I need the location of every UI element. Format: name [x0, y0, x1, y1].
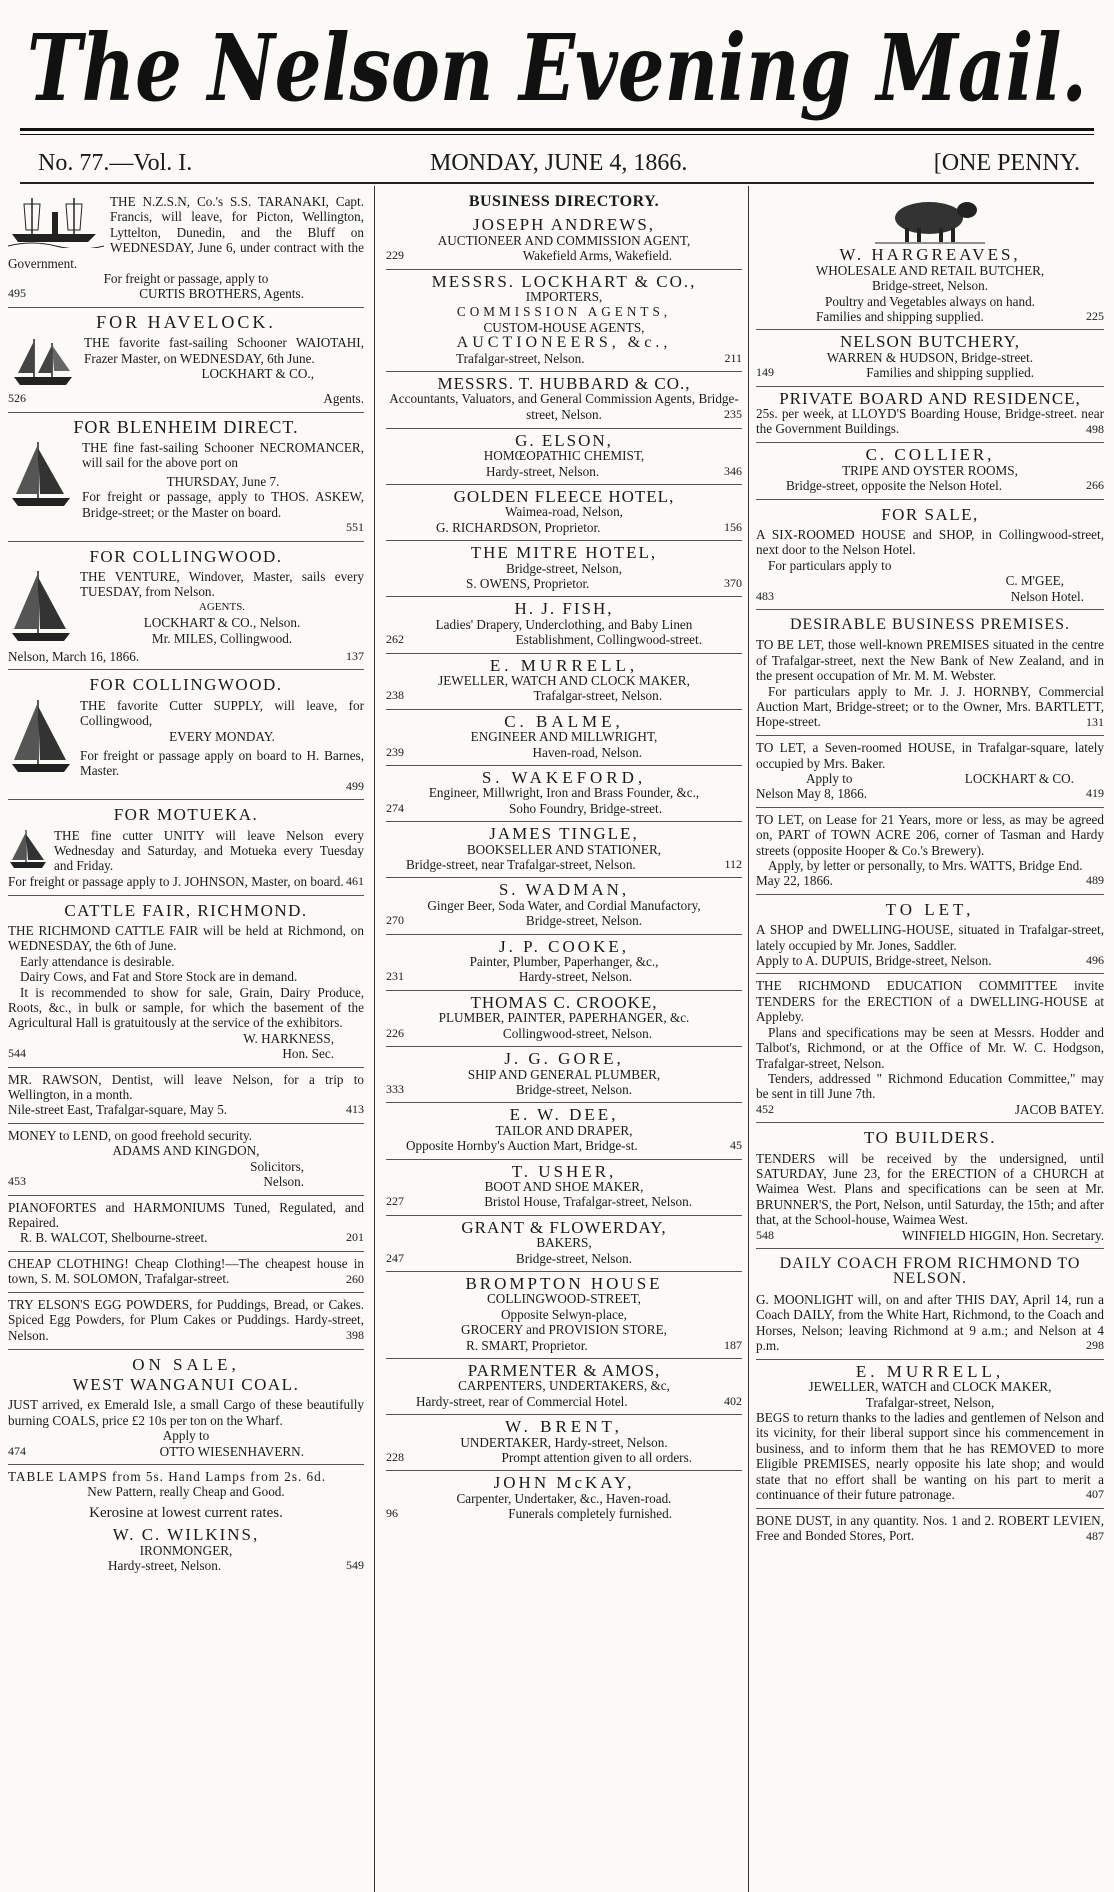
motueka-title: FOR MOTUEKA.	[113, 805, 259, 825]
ad-number: 370	[724, 575, 742, 590]
ad-number: 238	[386, 688, 404, 703]
ad-number: 298	[1086, 1338, 1104, 1353]
dir-dee	[386, 1103, 742, 1159]
dir-name: G. ELSON,	[515, 430, 613, 450]
cattle-p2: Early attendance is desirable.	[20, 953, 175, 969]
column-notices	[756, 190, 1104, 1890]
dir-name: E. W. DEE,	[509, 1105, 619, 1125]
dir-wakeford	[386, 766, 742, 822]
tolet1-sig: LOCKHART & CO.	[964, 771, 1074, 786]
ad-daily-coach	[756, 1249, 1104, 1360]
ad-collier	[756, 443, 1104, 499]
dir-line: Waimea-road, Nelson,	[505, 504, 623, 520]
ad-number: 96	[386, 1506, 398, 1521]
dir-line: Hardy-street, Nelson.	[518, 969, 632, 985]
hargreaves-line: Poultry and Vegetables always on hand.	[825, 293, 1035, 309]
schooner-icon	[8, 440, 76, 512]
dir-name: W. BRENT,	[505, 1417, 623, 1437]
dir-usher	[386, 1160, 742, 1216]
dir-name: JAMES TINGLE,	[489, 824, 639, 844]
ad-number: 544	[8, 1046, 26, 1061]
dir-line: Engineer, Millwright, Iron and Brass Founder, &c.,	[428, 785, 700, 801]
dir-elson	[386, 429, 742, 485]
column-business-directory	[386, 190, 742, 1890]
issue-number: No. 77.—Vol. I.	[38, 150, 193, 176]
dir-line: Hardy-street, Nelson.	[486, 463, 600, 479]
schooner-icon	[8, 569, 74, 647]
dir-line: S. OWENS, Proprietor.	[466, 575, 590, 591]
wilkins-addr: Hardy-street, Nelson.	[108, 1558, 222, 1574]
lamps-text: TABLE LAMPS from 5s. Hand Lamps from 2s. 6d.	[8, 1469, 327, 1484]
ad-number: 398	[346, 1328, 364, 1343]
taranaki-text: THE N.Z.S.N, Co.'s S.S. TARANAKI, Capt. Francis, will leave, for Picton, Wellington, Lyttelton, Dunedin, and the Bluff on WEDNESDAY, June 6, under contract with the Government.	[8, 194, 364, 271]
board-name: PRIVATE BOARD AND RESIDENCE,	[779, 388, 1081, 408]
ad-number: 274	[386, 800, 404, 815]
dir-parmenter-amos	[386, 1359, 742, 1415]
venture-agents-label: AGENTS.	[198, 600, 246, 613]
dir-mitre	[386, 541, 742, 597]
collier-line: TRIPE AND OYSTER ROOMS,	[842, 462, 1018, 478]
rawson-text: MR. RAWSON, Dentist, will leave Nelson, for a trip to Wellington, in a month.	[8, 1071, 364, 1103]
ad-number: 260	[346, 1271, 364, 1286]
blenheim-text: THE fine fast-sailing Schooner NECROMANCER, will sail for the above port on	[82, 440, 364, 471]
tolet2-text-2: Apply, by letter or personally, to Mrs. WATTS, Bridge End.	[768, 858, 1083, 874]
dir-line: Ginger Beer, Soda Water, and Cordial Manufactory,	[427, 897, 701, 913]
cutter-icon	[8, 698, 74, 778]
dir-line: Opposite Hornby's Auction Mart, Bridge-st.	[406, 1138, 638, 1154]
motueka-text: THE fine cutter UNITY will leave Nelson every Wednesday and Saturday, and Motueka every Tuesday and Friday.	[54, 827, 364, 874]
money-sig: ADAMS AND KINGDON,	[112, 1143, 260, 1159]
dir-crooke	[386, 991, 742, 1047]
dir-name: THOMAS C. CROOKE,	[470, 992, 658, 1012]
supply-freight: For freight or passage apply on board to H. Barnes, Master.	[80, 747, 364, 779]
collier-name: C. COLLIER,	[865, 445, 995, 465]
dir-line: Establishment, Collingwood-street.	[515, 632, 702, 648]
issue-date: MONDAY, JUNE 4, 1866.	[430, 150, 688, 176]
schooner-icon	[8, 335, 78, 389]
dir-line: Soho Foundry, Bridge-street.	[509, 800, 662, 816]
ad-hargreaves	[756, 190, 1104, 330]
dir-name: C. BALME,	[504, 711, 624, 731]
ad-number: 229	[386, 248, 404, 263]
dir-name: BROMPTON HOUSE	[465, 1273, 663, 1293]
dir-line: GROCERY and PROVISION STORE,	[461, 1322, 667, 1338]
dir-name: MESSRS. T. HUBBARD & CO.,	[437, 374, 691, 394]
butchery-name: NELSON BUTCHERY,	[839, 332, 1021, 352]
piano-text: PIANOFORTES and HARMONIUMS Tuned, Regulated, and Repaired.	[8, 1199, 364, 1230]
ad-number: 231	[386, 969, 404, 984]
forsale-sig2: Nelson Hotel.	[1010, 588, 1084, 604]
dir-line: Bridge-street, Nelson.	[515, 1081, 632, 1097]
motueka-freight: For freight or passage apply to J. JOHNSON, Master, on board.	[8, 873, 344, 889]
coach-title: DAILY COACH FROM RICHMOND TO NELSON.	[779, 1254, 1081, 1288]
dir-line: Collingwood-street, Nelson.	[502, 1025, 652, 1041]
dir-line: BAKERS,	[536, 1235, 592, 1251]
blenheim-freight: For freight or passage, apply to THOS. ASKEW, Bridge-street; or the Master on board.	[82, 489, 364, 520]
ad-collingwood-supply	[8, 670, 364, 800]
dir-line: Bridge-street, near Trafalgar-street, Nelson.	[406, 857, 636, 873]
dir-name: GOLDEN FLEECE HOTEL,	[453, 486, 675, 506]
ad-number: 187	[724, 1337, 742, 1352]
hargreaves-name: W. HARGREAVES,	[839, 245, 1021, 265]
dir-line: COLLINGWOOD-STREET,	[487, 1291, 641, 1307]
ad-collingwood-venture	[8, 542, 364, 671]
ad-egg-powders	[8, 1293, 364, 1350]
dir-line: PLUMBER, PAINTER, PAPERHANGER, &c.	[438, 1010, 690, 1026]
hargreaves-line: WHOLESALE AND RETAIL BUTCHER,	[815, 262, 1045, 278]
masthead	[20, 4, 1094, 128]
hargreaves-line: Bridge-street, Nelson.	[871, 278, 989, 294]
ad-motueka	[8, 800, 364, 895]
bonedust-text: BONE DUST, in any quantity. Nos. 1 and 2. ROBERT LEVIEN, Free and Bonded Stores, Port.	[756, 1512, 1104, 1544]
column-divider	[374, 186, 375, 1892]
dir-line: BOOKSELLER AND STATIONER,	[466, 841, 662, 857]
ad-number: 112	[724, 857, 742, 872]
dir-line: HOMŒOPATHIC CHEMIST,	[483, 448, 645, 464]
ad-number: 211	[724, 350, 742, 365]
havelock-title: FOR HAVELOCK.	[96, 311, 276, 332]
dir-grant-flowerday	[386, 1216, 742, 1272]
ad-number: 239	[386, 744, 404, 759]
ad-private-board	[756, 387, 1104, 444]
dir-cooke	[386, 935, 742, 991]
dir-name: H. J. FISH,	[514, 599, 614, 619]
taranaki-agent: CURTIS BROTHERS, Agents.	[139, 286, 304, 302]
dir-murrell	[386, 654, 742, 710]
coal-sig: OTTO WIESENHAVERN.	[159, 1443, 304, 1459]
ad-number: 225	[1086, 309, 1104, 324]
dir-gore	[386, 1047, 742, 1103]
premises-text: TO BE LET, those well-known PREMISES situated in the centre of Trafalgar-street, next the New Bank of New Zealand, and in the present occupation of Mr. M. M. Webster.	[756, 637, 1104, 684]
dir-hubbard	[386, 372, 742, 429]
havelock-sig2: Agents.	[323, 391, 364, 407]
ad-havelock	[8, 308, 364, 413]
dir-line: Bridge-street, Nelson.	[515, 1250, 632, 1266]
dir-line: IMPORTERS,	[525, 289, 603, 305]
money-text: MONEY to LEND, on good freehold security.	[8, 1127, 253, 1143]
ad-bone-dust	[756, 1509, 1104, 1549]
dir-name: PARMENTER & AMOS,	[467, 1361, 661, 1380]
dir-line: Hardy-street, rear of Commercial Hotel.	[416, 1393, 628, 1409]
blenheim-title: FOR BLENHEIM DIRECT.	[73, 416, 299, 437]
ad-number: 461	[346, 874, 364, 889]
dir-line: Bridge-street, Nelson.	[525, 913, 642, 929]
dir-line: G. RICHARDSON, Proprietor.	[436, 519, 601, 535]
forsale-sig: C. M'GEE,	[1005, 573, 1064, 589]
dir-line: Wakefield Arms, Wakefield.	[522, 248, 672, 264]
ad-money	[8, 1124, 364, 1196]
dir-line: Accountants, Valuators, and General Commission Agents, Bridge-street, Nelson.	[389, 391, 739, 422]
ad-number: 235	[724, 407, 742, 422]
forsale-apply: For particulars apply to	[768, 557, 892, 573]
builders-title: TO BUILDERS.	[864, 1128, 996, 1148]
ad-number: 270	[386, 913, 404, 928]
dir-line: Carpenter, Undertaker, &c., Haven-road.	[456, 1490, 672, 1506]
ad-taranaki	[8, 190, 364, 308]
dir-line: COMMISSION AGENTS,	[456, 304, 672, 320]
ad-to-let-1	[756, 736, 1104, 808]
ad-number: 201	[346, 1230, 364, 1245]
dir-name: S. WAKEFORD,	[481, 768, 647, 787]
dir-andrews	[386, 213, 742, 269]
dir-line: Prompt attention given to all orders.	[501, 1450, 692, 1466]
money-sig2: Solicitors,	[250, 1158, 304, 1174]
dir-name: THE MITRE HOTEL,	[470, 543, 658, 563]
coal-title-2: WEST WANGANUI COAL.	[72, 1374, 300, 1394]
venture-text: THE VENTURE, Windover, Master, sails every TUESDAY, from Nelson.	[80, 568, 364, 600]
sheep-icon	[875, 194, 985, 244]
education-text-2: Plans and specifications may be seen at Messrs. Hodder and Talbot's, Richmond, or at the Office of Mr. W. C. Hodgson, Trafalgar-street, Nelson.	[756, 1024, 1104, 1071]
supply-text: THE favorite Cutter SUPPLY, will leave, for Collingwood,	[80, 697, 364, 729]
money-sig3: Nelson.	[263, 1174, 304, 1190]
tolet1-apply: Apply to	[806, 771, 853, 786]
dir-line: Funerals completely furnished.	[508, 1506, 672, 1522]
ad-number: 474	[8, 1443, 26, 1458]
dir-name: JOSEPH ANDREWS,	[472, 215, 656, 235]
butchery-line: Families and shipping supplied.	[866, 365, 1034, 381]
ad-pianofortes	[8, 1196, 364, 1252]
dir-line: BOOT AND SHOE MAKER,	[484, 1178, 644, 1194]
dir-line: Ladies' Drapery, Underclothing, and Baby Linen	[435, 616, 693, 632]
dir-line: Trafalgar-street, Nelson.	[533, 688, 662, 704]
collingwood-title: FOR COLLINGWOOD.	[89, 546, 283, 566]
directory-title: BUSINESS DIRECTORY.	[468, 193, 660, 210]
ad-number: 499	[346, 778, 364, 793]
board-line: 25s. per week, at LLOYD'S Boarding House, Bridge-street. near the Government Buildings.	[756, 406, 1104, 437]
ad-number: 346	[724, 463, 742, 478]
dir-line: Painter, Plumber, Paperhanger, &c.,	[469, 954, 659, 970]
dir-line: Haven-road, Nelson.	[532, 744, 642, 760]
ad-number: 453	[8, 1174, 26, 1189]
dir-line: JEWELLER, WATCH AND CLOCK MAKER,	[438, 672, 690, 688]
ad-number: 526	[8, 391, 26, 406]
venture-date: Nelson, March 16, 1866.	[8, 648, 140, 664]
dir-line: R. SMART, Proprietor.	[466, 1337, 588, 1353]
builders-sig: WINFIELD HIGGIN, Hon. Secretary.	[901, 1227, 1104, 1243]
ad-coal	[8, 1350, 364, 1465]
tolet1-date: Nelson May 8, 1866.	[756, 786, 867, 802]
ad-number: 483	[756, 588, 774, 603]
clothing-text: CHEAP CLOTHING! Cheap Clothing!—The cheapest house in town, S. M. SOLOMON, Trafalgar-street.	[8, 1255, 364, 1287]
dir-name: J. P. COOKE,	[499, 936, 629, 956]
ad-cattle-fair	[8, 896, 364, 1068]
premises-text-2: For particulars apply to Mr. J. J. HORNBY, Commercial Auction Mart, Bridge-street; or to the Owner, Mrs. BARTLETT, Hope-street.	[756, 683, 1104, 730]
ad-clothing	[8, 1252, 364, 1293]
ad-blenheim	[8, 413, 364, 542]
dir-line: AUCTIONEER AND COMMISSION AGENT,	[437, 232, 691, 248]
ad-number: 495	[8, 286, 26, 301]
dir-mckay	[386, 1471, 742, 1526]
masthead-title-text: The Nelson Evening Mail.	[27, 14, 1087, 122]
coach-text: G. MOONLIGHT will, on and after THIS DAY, April 14, run a Coach DAILY, from the White Hart, Richmond, to the Coach and Horses, Nelson; leaving Richmond at 9 a.m.; and Nelson at 4 p.m.	[756, 1291, 1104, 1353]
education-text-3: Tenders, addressed " Richmond Education Committee," may be sent in till June 7th.	[756, 1070, 1104, 1102]
masthead-rule	[20, 128, 1094, 131]
tolet3-text: A SHOP and DWELLING-HOUSE, situated in Trafalgar-street, lately occupied by Mr. Jones, Saddler.	[756, 922, 1104, 953]
wilkins-name: W. C. WILKINS,	[112, 1525, 260, 1545]
dir-line: Bristol House, Trafalgar-street, Nelson.	[484, 1194, 692, 1210]
ad-rawson	[8, 1068, 364, 1124]
coal-title-1: ON SALE,	[132, 1354, 240, 1374]
tolet3-apply: Apply to A. DUPUIS, Bridge-street, Nelson.	[756, 953, 992, 969]
dir-name: E. MURRELL,	[489, 655, 639, 675]
dir-brent	[386, 1415, 742, 1471]
education-sig: JACOB BATEY.	[1014, 1101, 1104, 1117]
ad-business-premises	[756, 610, 1104, 736]
blenheim-when: THURSDAY, June 7.	[166, 473, 280, 489]
ad-for-sale	[756, 500, 1104, 610]
forsale-title: FOR SALE,	[881, 504, 979, 524]
ad-number: 266	[1086, 478, 1104, 493]
ad-number: 452	[756, 1101, 774, 1116]
dir-name: JOHN McKAY,	[493, 1473, 635, 1493]
dir-name: J. G. GORE,	[504, 1049, 624, 1069]
column-shipping	[8, 190, 364, 1890]
murrell-line: JEWELLER, WATCH and CLOCK MAKER,	[808, 1379, 1052, 1395]
dir-balme	[386, 710, 742, 766]
ad-number: 156	[724, 519, 742, 534]
ad-number: 413	[346, 1102, 364, 1117]
tolet2-date: May 22, 1866.	[756, 873, 833, 889]
ad-lamps	[8, 1465, 364, 1578]
murrell-text: BEGS to return thanks to the ladies and gentlemen of Nelson and its vicinity, for their liberal support since his commencement in business, and to inform them that he has REMOVED to more Eligible PREMISES, nearly opposite his late shop; and would state that no effort shall be wanting on his part to merit a continuance of their future patronage.	[756, 1410, 1104, 1503]
education-text: THE RICHMOND EDUCATION COMMITTEE invite TENDERS for the ERECTION of a DWELLING-HOUSE at Appleby.	[756, 978, 1104, 1025]
coal-apply: Apply to	[162, 1428, 210, 1444]
supply-when: EVERY MONDAY.	[169, 728, 275, 744]
ad-to-let-2	[756, 808, 1104, 895]
dir-line: CUSTOM-HOUSE AGENTS,	[483, 319, 645, 335]
ad-number: 487	[1086, 1528, 1104, 1543]
ad-number: 548	[756, 1227, 774, 1242]
ad-murrell	[756, 1360, 1104, 1509]
ad-nelson-butchery	[756, 330, 1104, 386]
dir-golden-fleece	[386, 485, 742, 541]
dir-tingle	[386, 822, 742, 878]
ad-number: 407	[1086, 1487, 1104, 1502]
rawson-addr: Nile-street East, Trafalgar-square, May 5.	[8, 1102, 228, 1118]
ad-to-let-3	[756, 895, 1104, 975]
premises-title: DESIRABLE BUSINESS PREMISES.	[789, 615, 1071, 633]
ad-number: 262	[386, 632, 404, 647]
dir-line: SHIP AND GENERAL PLUMBER,	[467, 1066, 661, 1082]
ad-number: 498	[1086, 421, 1104, 436]
ad-number: 333	[386, 1081, 404, 1096]
ad-number: 402	[724, 1393, 742, 1408]
builders-text: TENDERS will be received by the undersigned, until SATURDAY, June 23, for the ERECTION of a CHURCH at Waimea West. Plans and specifications can be seen at Mr. BRUNNER'S, the Port, Nelson, until Saturday, the 15th; and after that, at the School-house, Waimea West.	[756, 1150, 1104, 1228]
cattle-sig: W. HARKNESS,	[243, 1030, 334, 1046]
dir-fish	[386, 597, 742, 653]
ad-number: 419	[1086, 786, 1104, 801]
dir-name: S. WADMAN,	[498, 880, 630, 900]
ad-number: 131	[1086, 714, 1104, 729]
egg-text: TRY ELSON'S EGG POWDERS, for Puddings, Bread, or Cakes. Spiced Egg Powders, for Plum Cakes or Puddings. Hardy-street, Nelson.	[8, 1296, 364, 1343]
ad-number: 149	[756, 365, 774, 380]
ad-number: 551	[346, 520, 364, 535]
butchery-line: WARREN & HUDSON, Bridge-street.	[826, 349, 1034, 365]
dir-brompton	[386, 1272, 742, 1359]
ad-number: 227	[386, 1194, 404, 1209]
taranaki-freight: For freight or passage, apply to	[103, 271, 269, 287]
collier-line: Bridge-street, opposite the Nelson Hotel.	[786, 478, 1003, 494]
ad-number: 228	[386, 1450, 404, 1465]
hargreaves-line: Families and shipping supplied.	[816, 309, 984, 325]
lamps-line2: New Pattern, really Cheap and Good.	[87, 1484, 285, 1500]
venture-agent-1: LOCKHART & CO., Nelson.	[143, 615, 301, 631]
dir-line: Trafalgar-street, Nelson.	[456, 350, 585, 366]
steamship-icon	[8, 194, 104, 248]
dir-line: CARPENTERS, UNDERTAKERS, &c,	[458, 1378, 670, 1394]
murrell-line: Trafalgar-street, Nelson,	[865, 1394, 995, 1410]
havelock-sig: LOCKHART & CO.,	[201, 366, 314, 382]
ad-education-committee	[756, 974, 1104, 1123]
dir-line: Opposite Selwyn-place,	[501, 1306, 627, 1322]
cattle-title: CATTLE FAIR, RICHMOND.	[64, 900, 308, 920]
forsale-text: A SIX-ROOMED HOUSE and SHOP, in Collingwood-street, next door to the Nelson Hotel.	[756, 526, 1104, 558]
cattle-sig2: Hon. Sec.	[282, 1046, 334, 1062]
dir-name: GRANT & FLOWERDAY,	[461, 1217, 667, 1237]
cattle-p4: It is recommended to show for sale, Grain, Dairy Produce, Roots, &c., in bulk or sample, for which the basement of the Agricultural Hall is gratuitously at the service of the exhibitors.	[8, 984, 364, 1031]
dir-name: MESSRS. LOCKHART & CO.,	[431, 271, 697, 291]
dateline	[20, 146, 1094, 180]
piano-sig: R. B. WALCOT, Shelbourne-street.	[20, 1230, 208, 1246]
ad-number: 226	[386, 1025, 404, 1040]
dir-line: Bridge-street, Nelson,	[505, 560, 623, 576]
dir-lockhart	[386, 270, 742, 372]
dir-line: AUCTIONEERS, &c.,	[456, 334, 672, 352]
masthead-title	[20, 4, 1094, 128]
tolet1-text: TO LET, a Seven-roomed HOUSE, in Trafalgar-square, lately occupied by Mrs. Baker.	[756, 740, 1104, 771]
murrell-name: E. MURRELL,	[855, 1361, 1005, 1381]
tolet3-title: TO LET,	[885, 899, 975, 919]
lamps-line3: Kerosine at lowest current rates.	[89, 1504, 283, 1521]
dir-line: UNDERTAKER, Hardy-street, Nelson.	[460, 1434, 668, 1450]
masthead-rule-thin	[20, 134, 1094, 135]
ad-number: 489	[1086, 873, 1104, 888]
ad-number: 549	[346, 1558, 364, 1573]
coal-text: JUST arrived, ex Emerald Isle, a small Cargo of these beautifully burning COALS, price £2 10s per ton on the Wharf.	[8, 1397, 364, 1428]
price: [ONE PENNY.	[933, 150, 1080, 176]
cattle-p3: Dairy Cows, and Fat and Store Stock are in demand.	[20, 969, 298, 985]
cattle-p1: THE RICHMOND CATTLE FAIR will be held at Richmond, on WEDNESDAY, the 6th of June.	[8, 923, 364, 954]
ad-number: 496	[1086, 953, 1104, 968]
tolet2-text: TO LET, on Lease for 21 Years, more or less, as may be agreed on, PART of TOWN ACRE 206, corner of Tasman and Hardy streets (opposite Hooper & Co.'s Brewery).	[756, 811, 1104, 858]
havelock-text: THE favorite fast-sailing Schooner WAIOTAHI, Frazer Master, on WEDNESDAY, 6th June.	[84, 335, 364, 366]
dateline-rule	[20, 182, 1094, 184]
dir-line: TAILOR AND DRAPER,	[495, 1122, 633, 1138]
dir-wadman	[386, 878, 742, 934]
dir-name: T. USHER,	[511, 1161, 617, 1181]
venture-agent-2: Mr. MILES, Collingwood.	[151, 630, 293, 646]
ad-number: 247	[386, 1250, 404, 1265]
dir-line: ENGINEER AND MILLWRIGHT,	[470, 729, 658, 745]
ad-number: 137	[346, 648, 364, 663]
ad-to-builders	[756, 1123, 1104, 1249]
cutter-icon	[8, 828, 48, 872]
column-divider	[748, 186, 749, 1892]
ad-number: 45	[730, 1138, 742, 1153]
collingwood-title: FOR COLLINGWOOD.	[89, 675, 283, 695]
wilkins-trade: IRONMONGER,	[139, 1542, 233, 1558]
